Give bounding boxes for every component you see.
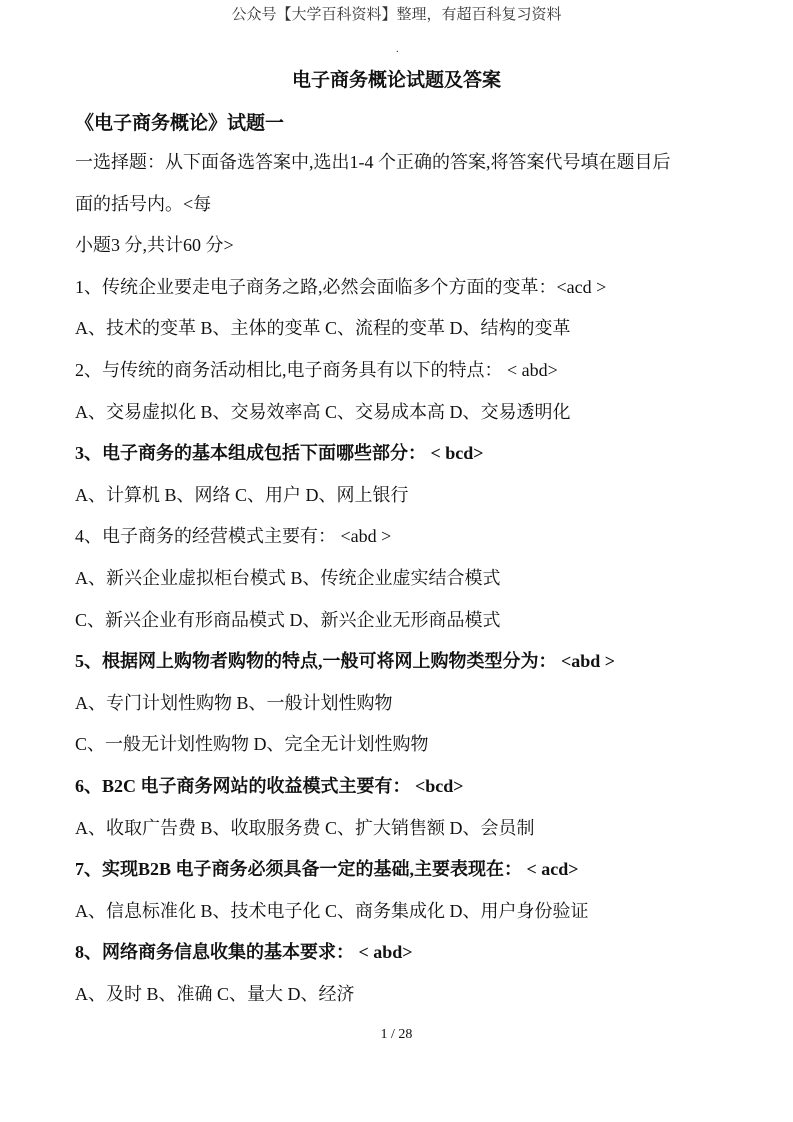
question-line: 3、电子商务的基本组成包括下面哪些部分： < bcd>: [75, 443, 484, 464]
answer-options: A、专门计划性购物 B、一般计划性购物: [75, 692, 393, 713]
answer-options: C、一般无计划性购物 D、完全无计划性购物: [75, 734, 429, 755]
question-line: 8、网络商务信息收集的基本要求： < abd>: [75, 942, 413, 963]
page-number: 1 / 28: [380, 1027, 413, 1042]
answer-options: A、信息标准化 B、技术电子化 C、商务集成化 D、用户身份验证: [75, 900, 589, 921]
dot-mark: .: [396, 44, 399, 55]
instruction-line: 面的括号内。<每: [75, 193, 212, 214]
answer-options: A、收取广告费 B、收取服务费 C、扩大销售额 D、会员制: [75, 817, 535, 838]
answer-options: A、及时 B、准确 C、量大 D、经济: [75, 983, 355, 1004]
instruction-line: 一选择题：从下面备选答案中,选出1-4 个正确的答案,将答案代号填在题目后: [75, 152, 671, 172]
question-line: 7、实现B2B 电子商务必须具备一定的基础,主要表现在： < acd>: [75, 859, 579, 880]
answer-options: A、交易虚拟化 B、交易效率高 C、交易成本高 D、交易透明化: [75, 401, 571, 422]
document-title: 电子商务概论试题及答案: [291, 70, 501, 91]
question-line: 1、传统企业要走电子商务之路,必然会面临多个方面的变革：<acd >: [75, 276, 607, 297]
answer-options: C、新兴企业有形商品模式 D、新兴企业无形商品模式: [75, 609, 501, 630]
answer-options: A、新兴企业虚拟柜台模式 B、传统企业虚实结合模式: [75, 567, 501, 588]
section-title: 《电子商务概论》试题一: [75, 113, 285, 134]
question-line: 6、B2C 电子商务网站的收益模式主要有： <bcd>: [75, 775, 464, 796]
question-line: 2、与传统的商务活动相比,电子商务具有以下的特点： < abd>: [75, 359, 558, 380]
question-line: 4、电子商务的经营模式主要有： <abd >: [75, 526, 392, 547]
page-header: 公众号【大学百科资料】整理，有超百科复习资料: [231, 7, 562, 23]
answer-options: A、计算机 B、网络 C、用户 D、网上银行: [75, 484, 409, 505]
instruction-line: 小题3 分,共计60 分>: [75, 235, 234, 256]
answer-options: A、技术的变革 B、主体的变革 C、流程的变革 D、结构的变革: [75, 318, 571, 339]
document-body: [75, 142, 735, 1015]
question-line: 5、根据网上购物者购物的特点,一般可将网上购物类型分为： <abd >: [75, 651, 616, 672]
